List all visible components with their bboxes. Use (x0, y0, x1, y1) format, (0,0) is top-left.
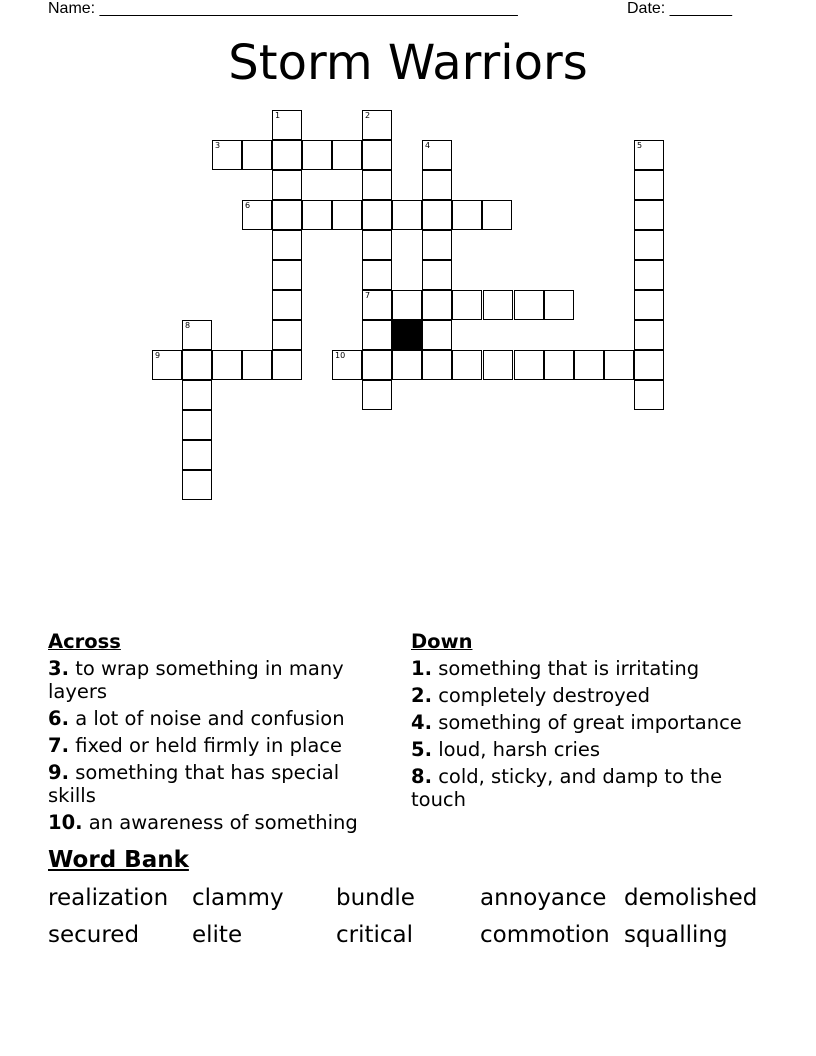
clue-number: 1 (275, 111, 281, 120)
grid-cell[interactable] (362, 200, 392, 230)
clue-number: 5 (637, 141, 643, 150)
grid-cell[interactable] (272, 200, 302, 230)
grid-cell[interactable] (392, 200, 422, 230)
grid-cell[interactable] (362, 350, 392, 380)
grid-cell[interactable] (332, 140, 362, 170)
across-clues (48, 630, 378, 838)
clue-text: completely destroyed (438, 684, 651, 707)
clue-num: 9. (48, 761, 69, 784)
grid-cell[interactable] (272, 350, 302, 380)
grid-cell[interactable] (422, 200, 452, 230)
grid-cell[interactable] (212, 140, 242, 170)
grid-cell[interactable] (634, 260, 664, 290)
grid-cell[interactable] (362, 290, 392, 320)
grid-cell[interactable] (212, 350, 242, 380)
word-bank-item: critical (336, 922, 414, 948)
grid-cell[interactable] (272, 110, 302, 140)
grid-cell[interactable] (182, 350, 212, 380)
clue-text: a lot of noise and confusion (75, 707, 345, 730)
word-bank-item: annoyance (480, 885, 607, 911)
grid-cell[interactable] (634, 380, 664, 410)
grid-cell[interactable] (362, 320, 392, 350)
clue-number: 4 (425, 141, 431, 150)
name-field-line: Name: _______________________________________________ (48, 0, 518, 17)
grid-cell[interactable] (514, 290, 544, 320)
clue-num: 8. (411, 765, 432, 788)
clue-num: 6. (48, 707, 69, 730)
grid-cell[interactable] (182, 320, 212, 350)
grid-cell[interactable] (634, 170, 664, 200)
grid-cell[interactable] (422, 350, 452, 380)
clue-text: loud, harsh cries (438, 738, 601, 761)
clue-number: 6 (245, 201, 251, 210)
word-bank-item: commotion (480, 922, 610, 948)
grid-cell[interactable] (604, 350, 634, 380)
grid-cell[interactable] (332, 200, 362, 230)
grid-cell[interactable] (362, 230, 392, 260)
grid-cell[interactable] (182, 440, 212, 470)
word-bank-item: realization (48, 885, 169, 911)
word-bank-item: elite (192, 922, 243, 948)
grid-cell[interactable] (272, 290, 302, 320)
grid-cell[interactable] (422, 290, 452, 320)
grid-cell[interactable] (392, 290, 422, 320)
word-bank-item: squalling (624, 922, 728, 948)
clue-item (411, 738, 761, 761)
clue-number: 3 (215, 141, 221, 150)
grid-cell[interactable] (152, 350, 182, 380)
clue-text: something of great importance (438, 711, 742, 734)
clue-item (411, 711, 761, 734)
grid-cell[interactable] (362, 260, 392, 290)
grid-cell[interactable] (544, 350, 574, 380)
clue-number: 9 (155, 351, 161, 360)
clue-num: 7. (48, 734, 69, 757)
grid-cell[interactable] (242, 350, 272, 380)
clue-number: 10 (335, 351, 346, 360)
grid-cell[interactable] (634, 320, 664, 350)
clue-num: 2. (411, 684, 432, 707)
clue-num: 5. (411, 738, 432, 761)
clue-number: 8 (185, 321, 191, 330)
grid-cell[interactable] (182, 410, 212, 440)
clue-num: 3. (48, 657, 69, 680)
word-bank-item: secured (48, 922, 140, 948)
clue-text: something that has special skills (48, 761, 340, 807)
clue-item (48, 734, 378, 757)
grid-cell[interactable] (422, 320, 452, 350)
date-field-line: Date: _______ (627, 0, 732, 17)
grid-cell[interactable] (452, 350, 482, 380)
grid-cell[interactable] (544, 290, 574, 320)
grid-cell[interactable] (483, 290, 513, 320)
grid-cell[interactable] (242, 140, 272, 170)
grid-cell[interactable] (272, 140, 302, 170)
clue-item (48, 811, 378, 834)
grid-cell[interactable] (634, 350, 664, 380)
grid-cell[interactable] (483, 350, 513, 380)
grid-cell[interactable] (302, 200, 332, 230)
grid-cell[interactable] (302, 140, 332, 170)
word-bank-item: clammy (192, 885, 284, 911)
clue-number: 7 (365, 291, 371, 300)
grid-cell[interactable] (272, 320, 302, 350)
grid-cell[interactable] (182, 470, 212, 500)
clue-text: an awareness of something (88, 811, 358, 834)
clue-item (48, 761, 378, 807)
grid-cell[interactable] (362, 170, 392, 200)
clue-text: cold, sticky, and damp to the touch (411, 765, 723, 811)
grid-cell[interactable] (362, 380, 392, 410)
clue-text: something that is irritating (438, 657, 700, 680)
grid-cell[interactable] (242, 200, 272, 230)
word-bank-item: bundle (336, 885, 415, 911)
grid-cell[interactable] (182, 380, 212, 410)
grid-cell[interactable] (422, 140, 452, 170)
grid-cell[interactable] (634, 230, 664, 260)
clue-number: 2 (365, 111, 371, 120)
grid-cell[interactable] (272, 230, 302, 260)
grid-cell[interactable] (634, 290, 664, 320)
grid-cell[interactable] (482, 200, 512, 230)
clue-item (48, 707, 378, 730)
clue-num: 4. (411, 711, 432, 734)
across-heading: Across (48, 630, 121, 653)
clue-item (411, 684, 761, 707)
clue-item (411, 657, 761, 680)
down-clues (411, 630, 761, 815)
grid-cell[interactable] (422, 170, 452, 200)
grid-cell[interactable] (574, 350, 604, 380)
clue-item (411, 765, 761, 811)
word-bank-item: demolished (624, 885, 758, 911)
grid-cell[interactable] (272, 170, 302, 200)
grid-cell[interactable] (362, 140, 392, 170)
clue-text: fixed or held firmly in place (75, 734, 343, 757)
grid-cell[interactable] (452, 200, 482, 230)
clue-num: 10. (48, 811, 83, 834)
grid-cell[interactable] (392, 350, 422, 380)
grid-cell[interactable] (452, 290, 482, 320)
grid-cell[interactable] (332, 350, 362, 380)
grid-cell[interactable] (422, 260, 452, 290)
clue-item (48, 657, 378, 703)
black-square (392, 320, 422, 350)
clue-text: to wrap something in many layers (48, 657, 344, 703)
word-bank-title: Word Bank (48, 847, 189, 873)
clue-num: 1. (411, 657, 432, 680)
grid-cell[interactable] (634, 140, 664, 170)
down-heading: Down (411, 630, 473, 653)
grid-cell[interactable] (634, 200, 664, 230)
grid-cell[interactable] (422, 230, 452, 260)
grid-cell[interactable] (514, 350, 544, 380)
puzzle-title: Storm Warriors (228, 35, 588, 91)
grid-cell[interactable] (362, 110, 392, 140)
grid-cell[interactable] (272, 260, 302, 290)
